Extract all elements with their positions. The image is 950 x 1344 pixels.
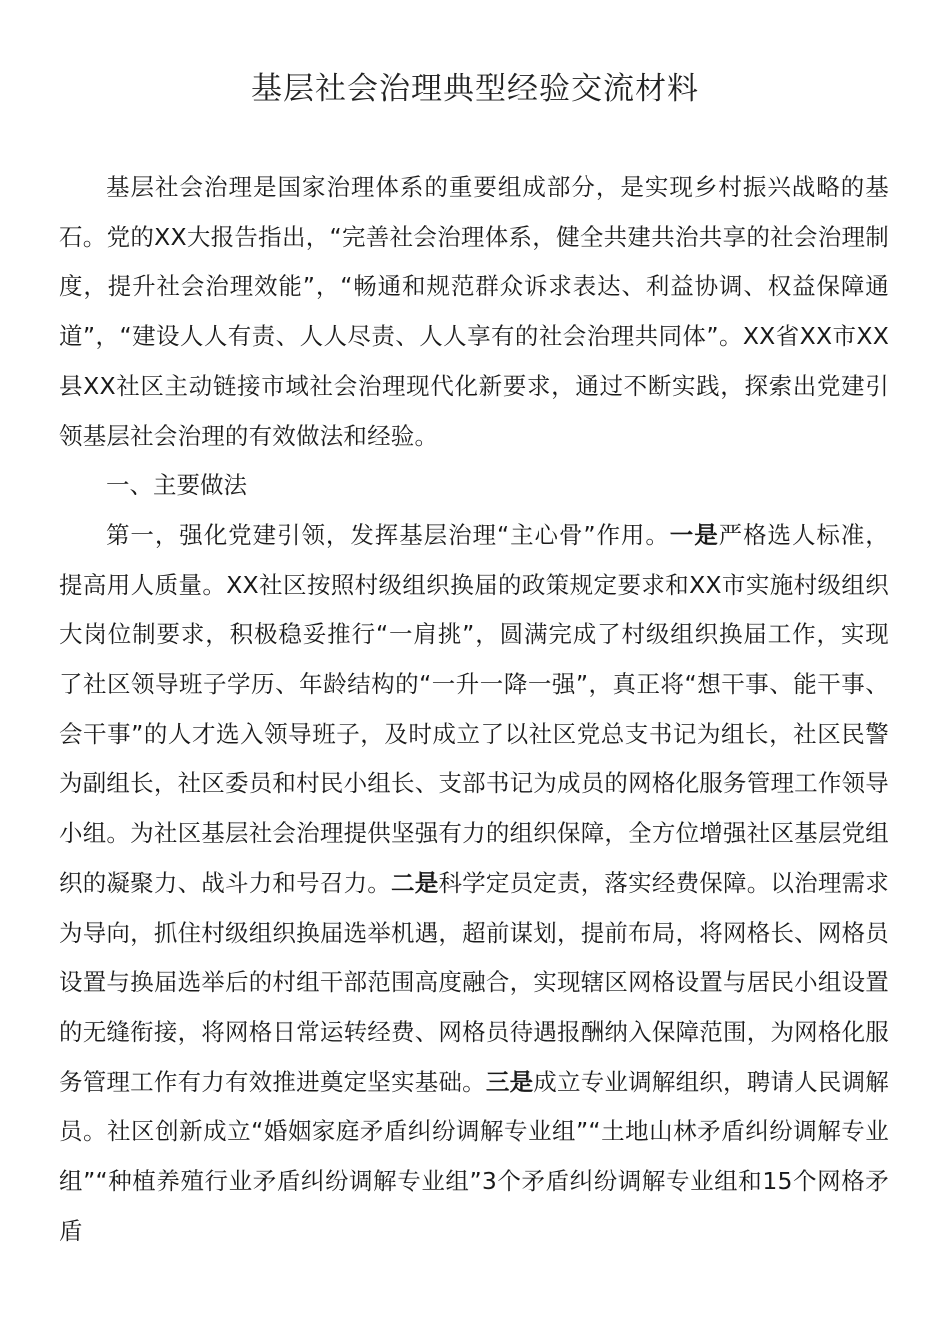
- section-heading: 一、主要做法: [106, 471, 247, 500]
- point-marker-1: 一是: [669, 520, 719, 549]
- point-marker-2: 二是: [391, 868, 439, 897]
- practice-paragraph: [59, 511, 889, 1257]
- point-text-2: 科学定员定责，落实经费保障。以治理需求为导向，抓住村级组织换届选举机遇，超前谋划，提前布局，将网格长、网格员设置与换届选举后的村组干部范围高度融合，实现辖区网格设置与居民小组设置的无缝衔接，将网格日常运转经费、网格员待遇报酬纳入保障范围，为网格化服务管理工作有力有效推进奠定坚实基础。: [59, 868, 889, 1096]
- document-body: [59, 163, 889, 1256]
- intro-paragraph: 基层社会治理是国家治理体系的重要组成部分，是实现乡村振兴战略的基石。党的XX大报告指出，“完善社会治理体系，健全共建共治共享的社会治理制度，提升社会治理效能”，“畅通和规范群众诉求表达、利益协调、权益保障通道”，“建设人人有责、人人尽责、人人享有的社会治理共同体”。XX省XX市XX县XX社区主动链接市域社会治理现代化新要求，通过不断实践，探索出党建引领基层社会治理的有效做法和经验。: [59, 173, 889, 450]
- document-title: 基层社会治理典型经验交流材料: [251, 71, 699, 107]
- point-text-3: 成立专业调解组织，聘请人民调解员。社区创新成立“婚姻家庭矛盾纠纷调解专业组”“土地山林矛盾纠纷调解专业组”“种植养殖行业矛盾纠纷调解专业组”3个矛盾纠纷调解专业组和15个网格矛盾: [59, 1067, 889, 1245]
- paragraph-lead: 第一，强化党建引领，发挥基层治理“主心骨”作用。: [106, 520, 670, 549]
- point-marker-3: 三是: [485, 1067, 534, 1096]
- point-text-1: 严格选人标准，提高用人质量。XX社区按照村级组织换届的政策规定要求和XX市实施村级组织大岗位制要求，积极稳妥推行“一肩挑”，圆满完成了村级组织换届工作，实现了社区领导班子学历、年龄结构的“一升一降一强”，真正将“想干事、能干事、会干事”的人才选入领导班子，及时成立了以社区党总支书记为组长，社区民警为副组长，社区委员和村民小组长、支部书记为成员的网格化服务管理工作领导小组。为社区基层社会治理提供坚强有力的组织保障，全方位增强社区基层党组织的凝聚力、战斗力和号召力。: [59, 520, 889, 897]
